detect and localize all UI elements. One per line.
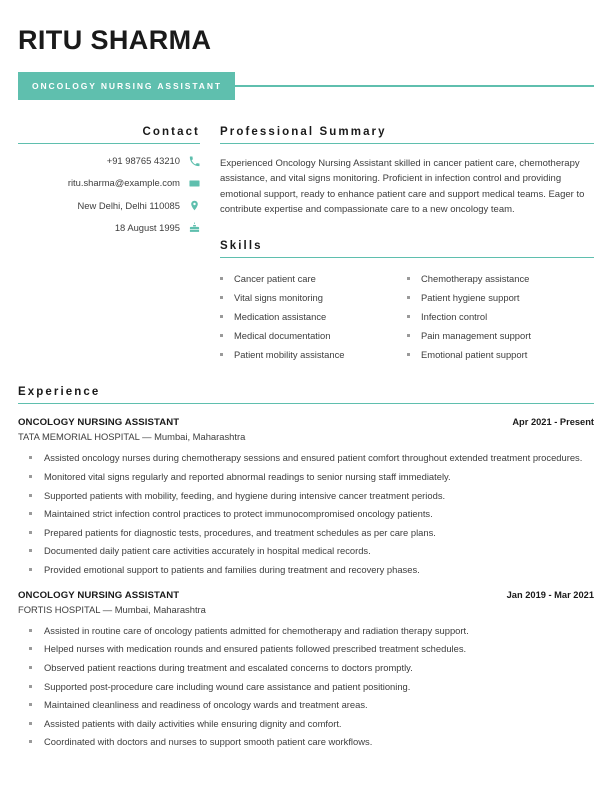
- bullet-label: Coordinated with doctors and nurses to support smooth patient care workflows.: [44, 736, 373, 748]
- bullet-icon: [29, 629, 32, 632]
- bullet-icon: [29, 647, 32, 650]
- bullet-icon: [29, 666, 32, 669]
- bullet-icon: [220, 277, 223, 280]
- experience-entry: [18, 417, 594, 576]
- list-item: [407, 269, 594, 288]
- experience-entry-header: [18, 590, 594, 601]
- skill-label: Medication assistance: [234, 310, 327, 322]
- summary-section: [220, 126, 594, 218]
- contact-location-value: New Delhi, Delhi 110085: [77, 199, 180, 211]
- list-item: [18, 489, 594, 503]
- right-column: [220, 126, 594, 364]
- list-item: [407, 307, 594, 326]
- skill-label: Medical documentation: [234, 329, 331, 341]
- bullet-label: Observed patient reactions during treatment and escalated concerns to doctors promptly.: [44, 661, 413, 673]
- job-title: ONCOLOGY NURSING ASSISTANT: [18, 417, 180, 429]
- list-item: [220, 307, 407, 326]
- summary-rule: [220, 143, 594, 144]
- contact-item-phone: [18, 155, 200, 167]
- list-item: [220, 326, 407, 345]
- body-columns: [18, 126, 594, 364]
- skills-column-left: [220, 269, 407, 364]
- list-item: [220, 345, 407, 364]
- job-title-badge: ONCOLOGY NURSING ASSISTANT: [18, 72, 235, 100]
- skill-label: Vital signs monitoring: [234, 291, 323, 303]
- list-item: [407, 326, 594, 345]
- job-bullet-list: [18, 624, 594, 749]
- bullet-icon: [407, 296, 410, 299]
- job-dates: Apr 2021 - Present: [512, 417, 594, 428]
- job-title-bar: [18, 72, 594, 100]
- experience-section: [18, 386, 594, 749]
- list-item: [18, 642, 594, 656]
- bullet-icon: [29, 456, 32, 459]
- bullet-label: Supported patients with mobility, feeding, and hygiene during intensive cancer treatment periods.: [44, 489, 446, 501]
- bullet-icon: [29, 512, 32, 515]
- bullet-icon: [220, 315, 223, 318]
- contact-phone-value: +91 98765 43210: [106, 155, 180, 167]
- phone-icon: [189, 156, 200, 167]
- job-title-rule: [235, 85, 594, 87]
- list-item: [220, 269, 407, 288]
- skill-label: Patient mobility assistance: [234, 348, 345, 360]
- skill-label: Infection control: [421, 310, 488, 322]
- skills-section: [220, 240, 594, 364]
- list-item: [18, 563, 594, 577]
- skills-column-right: [407, 269, 594, 364]
- list-item: [18, 735, 594, 749]
- skills-rule: [220, 257, 594, 258]
- experience-heading: Experience: [18, 385, 101, 398]
- list-item: [407, 345, 594, 364]
- list-item: [407, 288, 594, 307]
- birthday-cake-icon: [189, 222, 200, 233]
- list-item: [18, 526, 594, 540]
- bullet-icon: [220, 353, 223, 356]
- list-item: [220, 288, 407, 307]
- job-dates: Jan 2019 - Mar 2021: [506, 589, 594, 600]
- job-bullet-list: [18, 451, 594, 576]
- bullet-label: Documented daily patient care activities accurately in hospital medical records.: [44, 545, 371, 557]
- bullet-icon: [29, 475, 32, 478]
- skill-label: Cancer patient care: [234, 272, 316, 284]
- bullet-label: Monitored vital signs regularly and reported abnormal readings to senior nursing staff immediately.: [44, 470, 451, 482]
- contact-item-birthday: [18, 222, 200, 234]
- list-item: [18, 698, 594, 712]
- left-column: [18, 126, 200, 244]
- job-company: TATA MEMORIAL HOSPITAL — Mumbai, Maharashtra: [18, 431, 246, 443]
- contact-birthday-value: 18 August 1995: [114, 221, 180, 233]
- skill-label: Patient hygiene support: [421, 291, 520, 303]
- experience-rule: [18, 403, 594, 404]
- summary-text: Experienced Oncology Nursing Assistant skilled in cancer patient care, chemotherapy assistance, and vital signs monitoring. Proficient in infection control and providing emotional support, ready to enhance patient care and support medical teams. Eager to contribute expertise and compassionate care to a new oncology team.: [220, 158, 585, 216]
- job-company: FORTIS HOSPITAL — Mumbai, Maharashtra: [18, 603, 206, 615]
- contact-rule: [18, 143, 200, 144]
- candidate-name: RITU SHARMA: [18, 25, 212, 55]
- bullet-label: Provided emotional support to patients and families during treatment and recovery phases.: [44, 564, 420, 576]
- bullet-icon: [29, 549, 32, 552]
- email-icon: [189, 178, 200, 189]
- skills-heading: Skills: [220, 239, 263, 252]
- bullet-icon: [220, 334, 223, 337]
- list-item: [18, 470, 594, 484]
- contact-item-email: [18, 177, 200, 189]
- list-item: [18, 717, 594, 731]
- job-title: ONCOLOGY NURSING ASSISTANT: [18, 589, 180, 601]
- summary-heading: Professional Summary: [220, 125, 387, 138]
- skills-grid: [220, 269, 594, 364]
- bullet-label: Maintained strict infection control practices to protect immunocompromised oncology patients.: [44, 508, 433, 520]
- bullet-label: Prepared patients for diagnostic tests, procedures, and treatment schedules as per care plans.: [44, 526, 436, 538]
- contact-email-value: ritu.sharma@example.com: [67, 177, 180, 189]
- bullet-icon: [29, 740, 32, 743]
- bullet-icon: [29, 722, 32, 725]
- bullet-icon: [407, 277, 410, 280]
- bullet-label: Helped nurses with medication rounds and ensured patients followed prescribed treatment schedules.: [44, 643, 467, 655]
- bullet-icon: [29, 494, 32, 497]
- bullet-icon: [407, 315, 410, 318]
- list-item: [18, 624, 594, 638]
- bullet-icon: [407, 353, 410, 356]
- bullet-label: Maintained cleanliness and readiness of oncology wards and treatment areas.: [44, 699, 368, 711]
- bullet-icon: [29, 685, 32, 688]
- skill-label: Emotional patient support: [421, 348, 528, 360]
- contact-heading: Contact: [142, 125, 200, 138]
- contact-list: [18, 155, 200, 234]
- bullet-icon: [29, 703, 32, 706]
- experience-entry-header: [18, 417, 594, 428]
- skill-label: Pain management support: [421, 329, 531, 341]
- list-item: [18, 544, 594, 558]
- contact-item-location: [18, 200, 200, 212]
- bullet-label: Assisted oncology nurses during chemotherapy sessions and ensured patient comfort throughout extended treatment procedures.: [44, 452, 583, 464]
- list-item: [18, 661, 594, 675]
- skill-label: Chemotherapy assistance: [421, 272, 530, 284]
- bullet-label: Assisted in routine care of oncology patients admitted for chemotherapy and radiation therapy support.: [44, 624, 469, 636]
- bullet-icon: [29, 531, 32, 534]
- bullet-icon: [29, 568, 32, 571]
- list-item: [18, 680, 594, 694]
- bullet-icon: [220, 296, 223, 299]
- bullet-label: Assisted patients with daily activities while ensuring dignity and comfort.: [44, 717, 342, 729]
- location-pin-icon: [189, 200, 200, 211]
- experience-entry: [18, 590, 594, 749]
- list-item: [18, 507, 594, 521]
- list-item: [18, 451, 594, 465]
- bullet-icon: [407, 334, 410, 337]
- bullet-label: Supported post-procedure care including wound care assistance and patient positioning.: [44, 680, 411, 692]
